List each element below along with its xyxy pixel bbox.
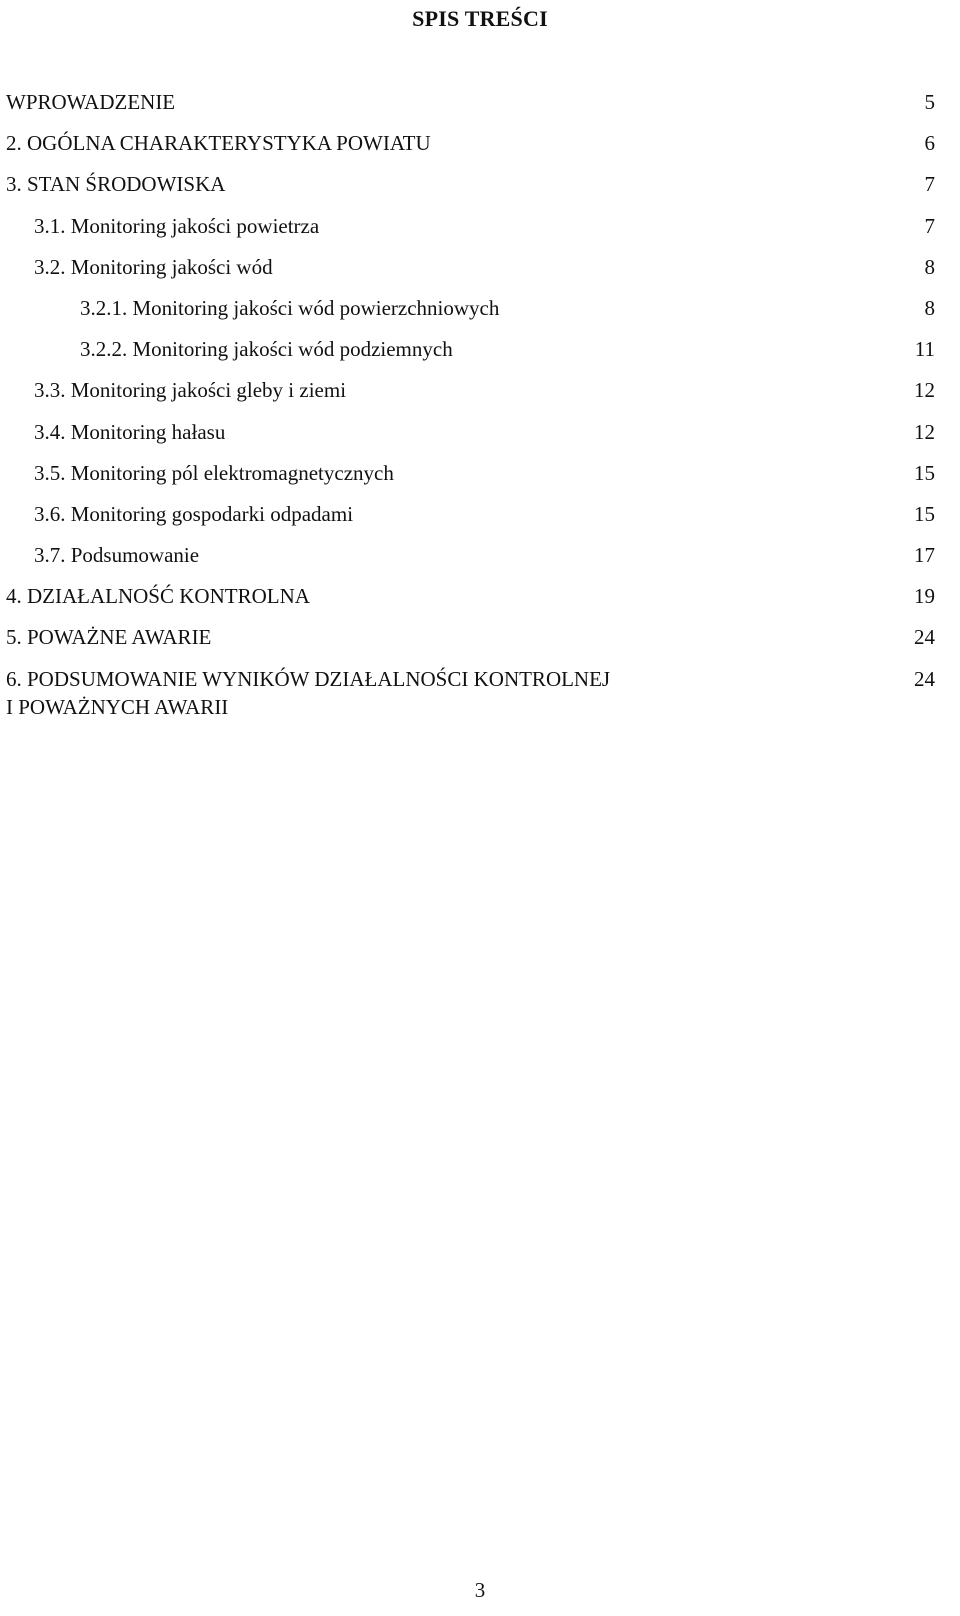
toc-entry-page: 19	[914, 584, 935, 609]
toc-entry-page: 5	[924, 90, 935, 114]
toc-entry-label: 3.6. Monitoring gospodarki odpadami	[34, 501, 354, 526]
toc-entry-page: 12	[914, 419, 935, 444]
toc-entry[interactable]	[0, 665, 960, 721]
toc-entry-label: 3.2.1. Monitoring jakości wód powierzchniowych	[80, 295, 500, 320]
toc-entry[interactable]	[0, 459, 960, 500]
toc-entry-label: 3.7. Podsumowanie	[34, 543, 200, 568]
toc-entry[interactable]	[0, 129, 960, 170]
toc-entry-label: 3. STAN ŚRODOWISKA	[6, 172, 226, 197]
toc-entry-label: 3.2. Monitoring jakości wód	[34, 254, 273, 279]
toc-entry[interactable]	[0, 335, 960, 376]
toc-entry-page: 6	[924, 131, 935, 156]
toc-entry[interactable]	[0, 170, 960, 211]
toc-entry-page: 7	[924, 213, 935, 238]
page-number: 3	[474, 1578, 486, 1602]
page-title: SPIS TREŚCI	[412, 6, 548, 31]
toc-entry-page: 15	[914, 501, 935, 526]
toc-entry-label: 6. PODSUMOWANIE WYNIKÓW DZIAŁALNOŚCI KONTROLNEJ I POWAŻNYCH AWARII	[6, 666, 611, 719]
toc-entry-page: 8	[924, 295, 935, 320]
toc-entry[interactable]	[0, 88, 960, 129]
toc-entry-page: 15	[914, 460, 935, 485]
toc-entry-page: 24	[914, 625, 935, 650]
toc-entry-label: 3.4. Monitoring hałasu	[34, 419, 226, 444]
table-of-contents	[0, 88, 960, 721]
toc-entry[interactable]	[0, 376, 960, 417]
toc-entry-label: 2. OGÓLNA CHARAKTERYSTYKA POWIATU	[6, 131, 431, 156]
toc-entry-page: 24	[914, 666, 935, 691]
toc-entry[interactable]	[0, 582, 960, 623]
toc-entry-page: 11	[914, 337, 935, 362]
toc-entry[interactable]	[0, 253, 960, 294]
toc-entry-label: 3.1. Monitoring jakości powietrza	[34, 213, 320, 238]
toc-entry-page: 17	[914, 543, 935, 568]
toc-entry-label: WPROWADZENIE	[6, 90, 176, 114]
toc-entry-label: 3.3. Monitoring jakości gleby i ziemi	[34, 378, 347, 403]
toc-entry[interactable]	[0, 623, 960, 664]
toc-entry-label: 3.2.2. Monitoring jakości wód podziemnych	[80, 337, 453, 362]
toc-entry-label: 3.5. Monitoring pól elektromagnetycznych	[34, 460, 394, 485]
toc-entry[interactable]	[0, 294, 960, 335]
toc-entry[interactable]	[0, 500, 960, 541]
toc-entry[interactable]	[0, 212, 960, 253]
toc-entry-page: 8	[924, 254, 935, 279]
toc-entry-label: 5. POWAŻNE AWARIE	[6, 625, 212, 650]
toc-entry[interactable]	[0, 418, 960, 459]
toc-entry[interactable]	[0, 541, 960, 582]
toc-entry-page: 12	[914, 378, 935, 403]
toc-entry-page: 7	[924, 172, 935, 197]
toc-entry-label: 4. DZIAŁALNOŚĆ KONTROLNA	[6, 584, 310, 609]
